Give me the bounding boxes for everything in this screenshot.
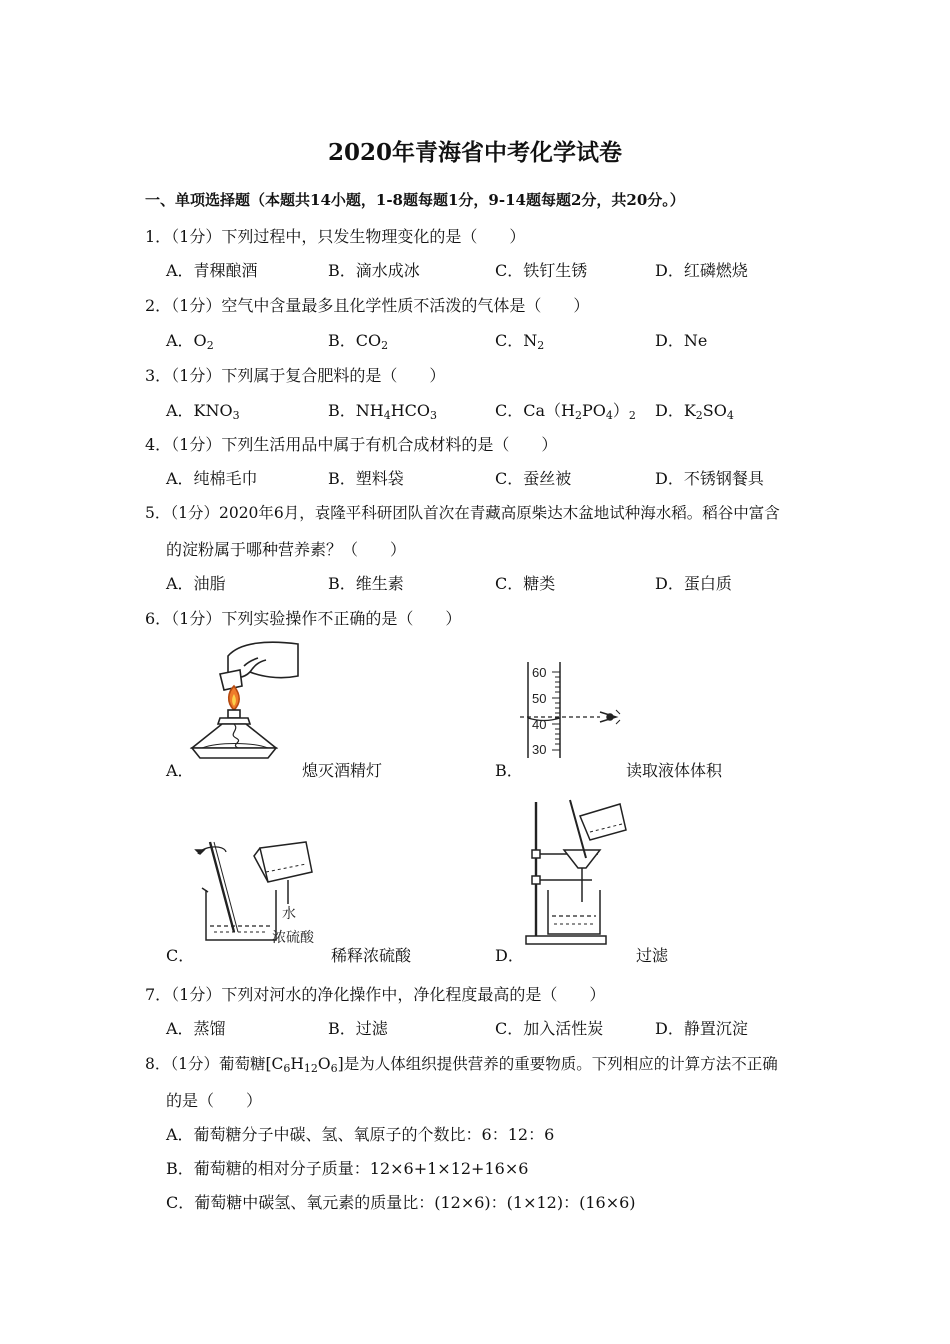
q2-option-b: B．$CO_2$ [328,331,389,352]
q6-option-c-letter: C． [166,946,195,965]
q6-option-b-caption: 读取液体体积 [626,761,723,780]
q3-option-b: B．$NH_4HCO_3$ [328,401,438,422]
q7-option-b: B．过滤 [328,1019,388,1038]
q5-option-c: C．糖类 [495,574,556,593]
water-label: 水 [282,906,296,922]
q3-option-a: A．$KNO_3$ [166,401,240,422]
dilution-figure [188,832,333,950]
q7-stem: 7．（1分）下列对河水的净化操作中，净化程度最高的是（ ） [145,985,606,1004]
q1-option-d: D．红磷燃烧 [655,261,748,280]
q8-option-c: C．葡萄糖中碳氢、氧元素的质量比：(12×6)：(1×12)：(16×6) [166,1193,636,1212]
q2-stem: 2．（1分）空气中含量最多且化学性质不活泼的气体是（ ） [145,296,590,315]
q5-stem-line1: 5．（1分）2020年6月，袁隆平科研团队首次在青藏高原柴达木盆地试种海水稻。稻谷中富含 [145,504,780,522]
q4-option-c: C．蚕丝被 [495,469,572,488]
graduated-cylinder-figure [520,660,630,760]
q3-stem: 3．（1分）下列属于复合肥料的是（ ） [145,366,446,385]
q5-option-b: B．维生素 [328,574,404,593]
q1-stem: 1．（1分）下列过程中，只发生物理变化的是（ ） [145,227,526,246]
q6-option-a-letter: A． [166,761,194,780]
q4-option-b: B．塑料袋 [328,469,404,488]
q7-option-d: D．静置沉淀 [655,1019,748,1038]
q6-stem: 6．（1分）下列实验操作不正确的是（ ） [145,609,462,628]
acid-label: 浓硫酸 [272,930,314,946]
q6-option-b-letter: B． [495,761,523,780]
cylinder-tick-60: 60 [532,665,547,680]
filtration-figure [520,796,640,948]
q2-option-c: C．$N_2$ [495,331,545,352]
q5-stem-line2: 的淀粉属于哪种营养素？（ ） [166,540,407,559]
alcohol-lamp-figure [188,636,308,764]
q3-option-c: C．$Ca(H_2PO_4)_2$ [495,401,636,422]
q1-option-c: C．铁钉生锈 [495,261,588,280]
q8-option-b: B．葡萄糖的相对分子质量：12×6+1×12+16×6 [166,1159,529,1178]
exam-title: 2020年青海省中考化学试卷 [327,139,622,166]
q5-option-d: D．蛋白质 [655,574,732,593]
section-heading: 一、单项选择题（本题共14小题，1-8题每题1分，9-14题每题2分，共20分。） [145,191,685,209]
q6-option-d-caption: 过滤 [636,946,669,965]
q4-option-a: A．纯棉毛巾 [166,469,258,488]
q3-option-d: D．$K_2SO_4$ [655,401,734,422]
q6-option-c-caption: 稀释浓硫酸 [331,946,412,965]
cylinder-tick-50: 50 [532,691,547,706]
q8-option-a: A．葡萄糖分子中碳、氢、氧原子的个数比：6：12：6 [166,1125,555,1144]
q4-stem: 4．（1分）下列生活用品中属于有机合成材料的是（ ） [145,435,558,454]
q1-option-b: B．滴水成冰 [328,261,420,280]
q8-stem-line2: 的是（ ） [166,1091,263,1110]
q5-option-a: A．油脂 [166,574,226,593]
q7-option-a: A．蒸馏 [166,1019,226,1038]
q6-option-a-caption: 熄灭酒精灯 [302,761,383,780]
q6-option-d-letter: D． [495,946,524,965]
q2-option-d: D．Ne [655,331,708,350]
q2-option-a: A．$O_2$ [166,331,214,352]
q8-stem-line1: 8．（1分）葡萄糖$[C_6H_{12}O_6]$是为人体组织提供营养的重要物质。下列相应的计算方法不正确 [145,1055,778,1075]
cylinder-tick-40: 40 [532,717,547,732]
q7-option-c: C．加入活性炭 [495,1019,604,1038]
q1-option-a: A．青稞酿酒 [166,261,258,280]
q4-option-d: D．不锈钢餐具 [655,469,764,488]
cylinder-tick-30: 30 [532,742,547,757]
